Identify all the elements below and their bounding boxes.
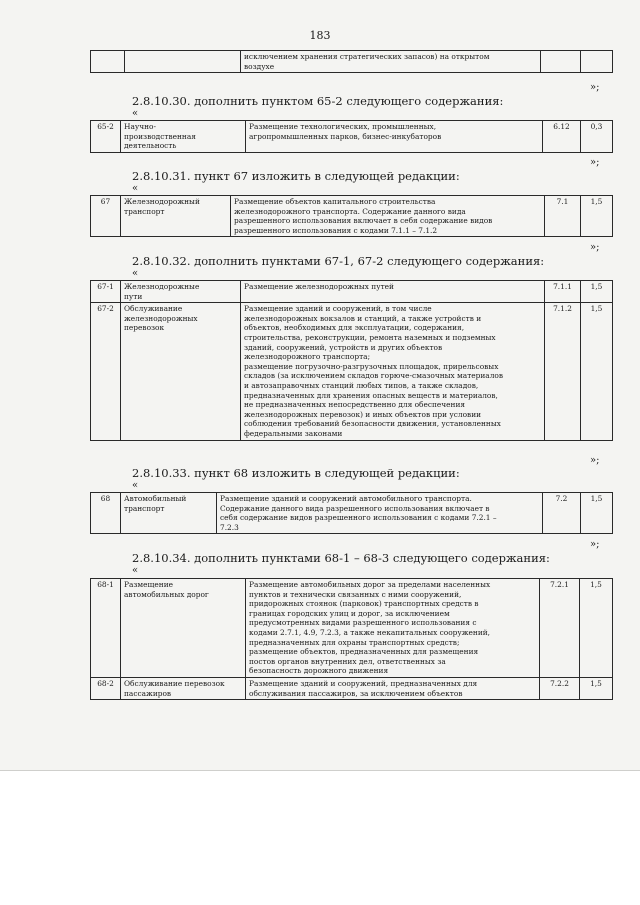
desc-line: предназначенных для охраны транспортных средств; [249,637,460,647]
name-line: Обслуживание [124,304,183,314]
desc-line: Размещение автомобильных дорог за пределами населенных [249,580,491,589]
row-description [246,121,543,153]
section-table [90,492,613,534]
row-code: 68 [91,493,121,534]
table-row [91,493,613,534]
row-classifier: 7.2.2 [540,677,580,699]
desc-line: и автозаправочных станций любых типов, а также складов, [244,380,479,390]
name-line: деятельность [124,141,177,151]
page-number: 183 [309,29,331,42]
name-line: Железнодорожные [124,282,200,291]
row-code: 67 [91,196,121,237]
row-code: 67-1 [91,281,121,303]
desc-line: безопасность дорожного движения [249,666,389,676]
name-line: железнодорожных [124,313,198,323]
desc-line: придорожных стоянок (парковок) транспортных средств в [249,599,479,609]
desc-line: пунктов и технически связанных с ними сооружений, [249,589,462,599]
desc-line: предназначенных для хранения опасных веществ и материалов, [244,390,498,400]
desc-line: агропромышленных парков, бизнес-инкубаторов [249,131,442,141]
desc-line: обслуживания пассажиров, за исключением объектов [249,688,463,698]
table-row [91,196,613,237]
row-name [121,303,241,440]
name-line: транспорт [124,503,165,513]
desc-line: кодами 2.7.1, 4.9, 7.2.3, а также некапитальных сооружений, [249,627,491,637]
section-heading: 2.8.10.30. дополнить пунктом 65-2 следующего содержания: [132,94,504,108]
desc-line: размещение объектов, предназначенных для размещения [249,647,479,657]
name-line: пассажиров [124,688,172,698]
row-code [91,51,125,73]
row-coefficient: 0,3 [581,121,613,153]
row-description [217,493,543,534]
desc-line: федеральными законами [244,428,343,438]
desc-line: предусмотренных видами разрешенного использования с [249,618,477,628]
section-heading: 2.8.10.33. пункт 68 изложить в следующей редакции: [132,466,460,480]
name-line: транспорт [124,206,165,216]
desc-line: воздухе [244,61,275,71]
name-line: Железнодорожный [124,197,200,206]
row-code: 67-2 [91,303,121,440]
open-quote: « [132,108,139,119]
row-name [121,196,231,237]
close-quote: »; [590,157,600,168]
desc-line: железнодорожного транспорта; [244,352,371,362]
table-row [91,579,613,678]
row-classifier: 7.2 [543,493,581,534]
name-line: производственная [124,131,196,141]
desc-line: Размещение зданий и сооружений, предназначенных для [249,678,478,688]
table-row [91,303,613,440]
desc-line: железнодорожных перевозок) и иных объектов при условии [244,409,482,419]
section-table [90,280,613,441]
name-line: автомобильных дорог [124,589,209,599]
row-name [121,493,217,534]
row-code: 68-2 [91,677,121,699]
open-quote: « [132,183,139,194]
desc-line: зданий, сооружений, устройств и других объектов [244,342,443,352]
row-coefficient: 1,5 [581,281,613,303]
row-name [121,121,246,153]
desc-line: складов (за исключением складов горюче-смазочных материалов [244,371,504,381]
section-heading: 2.8.10.34. дополнить пунктами 68-1 – 68-3 следующего содержания: [132,551,550,565]
name-line: Размещение [124,580,174,589]
open-quote: « [132,268,139,279]
row-coefficient: 1,5 [580,677,613,699]
continuation-table [90,50,613,73]
desc-line: соблюдения требований безопасности движения, установленных [244,419,501,429]
row-name [121,281,241,303]
desc-line: себя содержание видов разрешенного использования с кодами 7.2.1 – [220,513,497,523]
row-classifier: 7.1.1 [545,281,581,303]
desc-line: объектов, необходимых для эксплуатации, содержания, [244,323,465,333]
section-table [90,120,613,153]
row-classifier: 7.1.2 [545,303,581,440]
name-line: пути [124,291,143,301]
desc-line: Размещение зданий и сооружений, в том числе [244,304,432,314]
row-coefficient: 1,5 [581,303,613,440]
close-quote: »; [590,539,600,550]
desc-line: не предназначенных непосредственно для обеспечения [244,400,466,410]
row-coefficient: 1,5 [581,196,613,237]
section-table [90,578,613,700]
desc-line: разрешенного использования включает в себя содержание видов [234,216,493,226]
section-heading: 2.8.10.32. дополнить пунктами 67-1, 67-2 следующего содержания: [132,254,545,268]
desc-line: железнодорожного транспорта. Содержание данного вида [234,206,466,216]
row-description [246,579,540,678]
name-line: Обслуживание перевозок [124,678,225,688]
desc-line: размещение погрузочно-разгрузочных площадок, прирельсовых [244,361,499,371]
row-name [125,51,241,73]
name-line: Научно- [124,122,156,131]
desc-line: Размещение зданий и сооружений автомобильного транспорта. [220,494,472,503]
row-classifier: 7.1 [545,196,581,237]
table-row [91,121,613,153]
row-name [121,579,246,678]
desc-line: 7.2.3 [220,522,239,532]
open-quote: « [132,565,139,576]
desc-line: разрешенного использования с кодами 7.1.1 – 7.1.2 [234,225,438,235]
table-row [91,677,613,699]
row-coefficient [581,51,613,73]
row-description [241,281,545,303]
row-description [241,303,545,440]
row-code: 68-1 [91,579,121,678]
section-table [90,195,613,237]
table-row [91,281,613,303]
section-heading: 2.8.10.31. пункт 67 изложить в следующей редакции: [132,169,460,183]
open-quote: « [132,480,139,491]
row-description [241,51,541,73]
close-quote: »; [590,242,600,253]
name-line: перевозок [124,323,165,333]
desc-line: Размещение объектов капитального строительства [234,197,436,206]
desc-line: Размещение технологических, промышленных, [249,122,437,131]
desc-line: строительства, реконструкции, ремонта наземных и подземных [244,332,496,342]
name-line: Автомобильный [124,494,187,503]
desc-line: Содержание данного вида разрешенного использования включает в [220,503,490,513]
row-coefficient: 1,5 [580,579,613,678]
table-row [91,51,613,73]
row-name [121,677,246,699]
row-classifier: 6.12 [543,121,581,153]
close-quote: »; [590,455,600,466]
desc-line: границах городских улиц и дорог, за исключением [249,608,450,618]
row-code: 65-2 [91,121,121,153]
row-description [246,677,540,699]
desc-line: Размещение железнодорожных путей [244,282,394,291]
row-classifier [541,51,581,73]
desc-line: исключением хранения стратегических запасов) на открытом [244,52,490,61]
desc-line: железнодорожных вокзалов и станций, а также устройств и [244,313,482,323]
desc-line: постов органов внутренних дел, ответственных за [249,656,446,666]
close-quote: »; [590,82,600,93]
row-description [231,196,545,237]
row-coefficient: 1,5 [581,493,613,534]
row-classifier: 7.2.1 [540,579,580,678]
